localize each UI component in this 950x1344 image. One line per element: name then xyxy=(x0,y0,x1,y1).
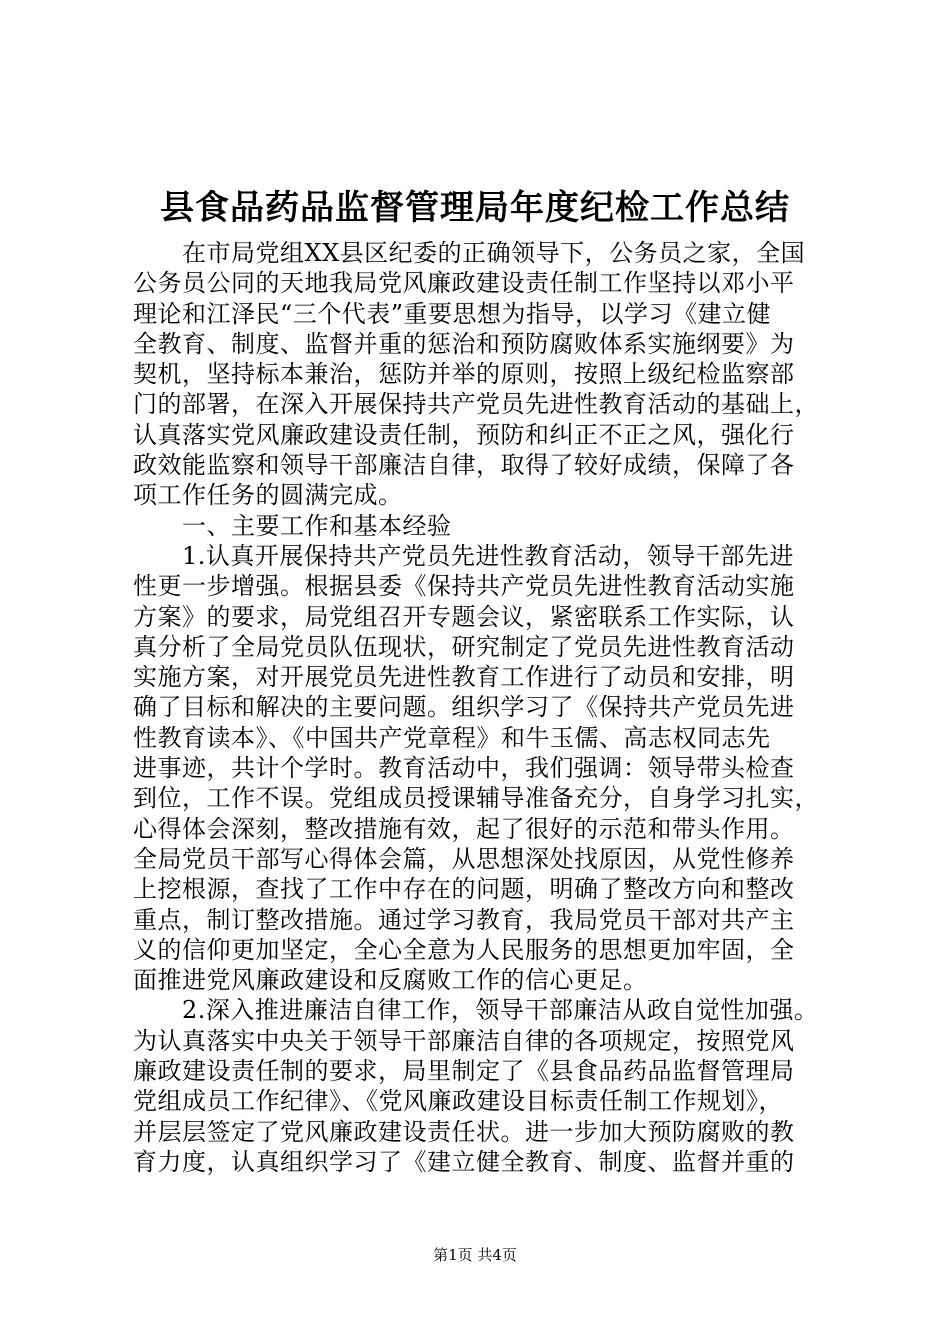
body-line: 为认真落实中央关于领导干部廉洁自律的各项规定，按照党风 xyxy=(133,1026,795,1055)
body-line: 政效能监察和领导干部廉洁自律，取得了较好成绩，保障了各 xyxy=(133,451,795,480)
body-line: 党组成员工作纪律》、《党风廉政建设目标责任制工作规划》， xyxy=(133,1087,783,1116)
body-line: 并层层签定了党风廉政建设责任状。进一步加大预防腐败的教 xyxy=(133,1117,795,1146)
body-line: 心得体会深刻，整改措施有效，起了很好的示范和带头作用。 xyxy=(133,814,795,843)
body-line: 在市局党组XX县区纪委的正确领导下，公务员之家，全国 xyxy=(133,239,806,267)
body-line: 方案》的要求，局党组召开专题会议，紧密联系工作实际，认 xyxy=(133,602,795,631)
body-line: 育力度，认真组织学习了《建立健全教育、制度、监督并重的 xyxy=(133,1147,795,1176)
body-line: 真分析了全局党员队伍现状，研究制定了党员先进性教育活动 xyxy=(133,632,795,661)
body-line: 进事迹，共计个学时。教育活动中，我们强调：领导带头检查 xyxy=(133,754,795,783)
body-line: 1.认真开展保持共产党员先进性教育活动，领导干部先进 xyxy=(133,541,794,570)
body-line: 廉政建设责任制的要求，局里制定了《县食品药品监督管理局 xyxy=(133,1057,795,1086)
body-line: 2.深入推进廉洁自律工作，领导干部廉洁从政自觉性加强。 xyxy=(133,996,819,1025)
body-line: 项工作任务的圆满完成。 xyxy=(133,481,403,510)
body-line: 重点，制订整改措施。通过学习教育，我局党员干部对共产主 xyxy=(133,905,795,934)
body-line: 门的部署，在深入开展保持共产党员先进性教育活动的基础上， xyxy=(133,390,819,419)
body-line: 实施方案，对开展党员先进性教育工作进行了动员和安排，明 xyxy=(133,663,795,692)
body-line: 全局党员干部写心得体会篇，从思想深处找原因，从党性修养 xyxy=(133,844,795,873)
document-title: 县食品药品监督管理局年度纪检工作总结 xyxy=(160,188,790,228)
page-number-footer: 第1页 共4页 xyxy=(433,1246,517,1264)
body-line: 上挖根源，查找了工作中存在的问题，明确了整改方向和整改 xyxy=(133,875,795,904)
body-line: 确了目标和解决的主要问题。组织学习了《保持共产党员先进 xyxy=(133,693,795,722)
body-line: 全教育、制度、监督并重的惩治和预防腐败体系实施纲要》为 xyxy=(133,329,795,358)
body-line: 性教育读本》、《中国共产党章程》和牛玉儒、高志权同志先 xyxy=(133,723,771,752)
body-line: 性更一步增强。根据县委《保持共产党员先进性教育活动实施 xyxy=(133,572,795,601)
body-line: 契机，坚持标本兼治，惩防并举的原则，按照上级纪检监察部 xyxy=(133,360,795,389)
body-line: 公务员公同的天地我局党风廉政建设责任制工作坚持以邓小平 xyxy=(133,269,795,298)
body-line: 义的信仰更加坚定，全心全意为人民服务的思想更加牢固，全 xyxy=(133,935,795,964)
body-line: 认真落实党风廉政建设责任制，预防和纠正不正之风，强化行 xyxy=(133,420,795,449)
document-body xyxy=(133,238,833,1177)
body-line: 面推进党风廉政建设和反腐败工作的信心更足。 xyxy=(133,966,648,995)
body-line: 理论和江泽民“三个代表”重要思想为指导，以学习《建立健 xyxy=(133,299,772,328)
body-line: 到位，工作不误。党组成员授课辅导准备充分，自身学习扎实， xyxy=(133,784,819,813)
section-heading: 一、主要工作和基本经验 xyxy=(133,511,452,540)
